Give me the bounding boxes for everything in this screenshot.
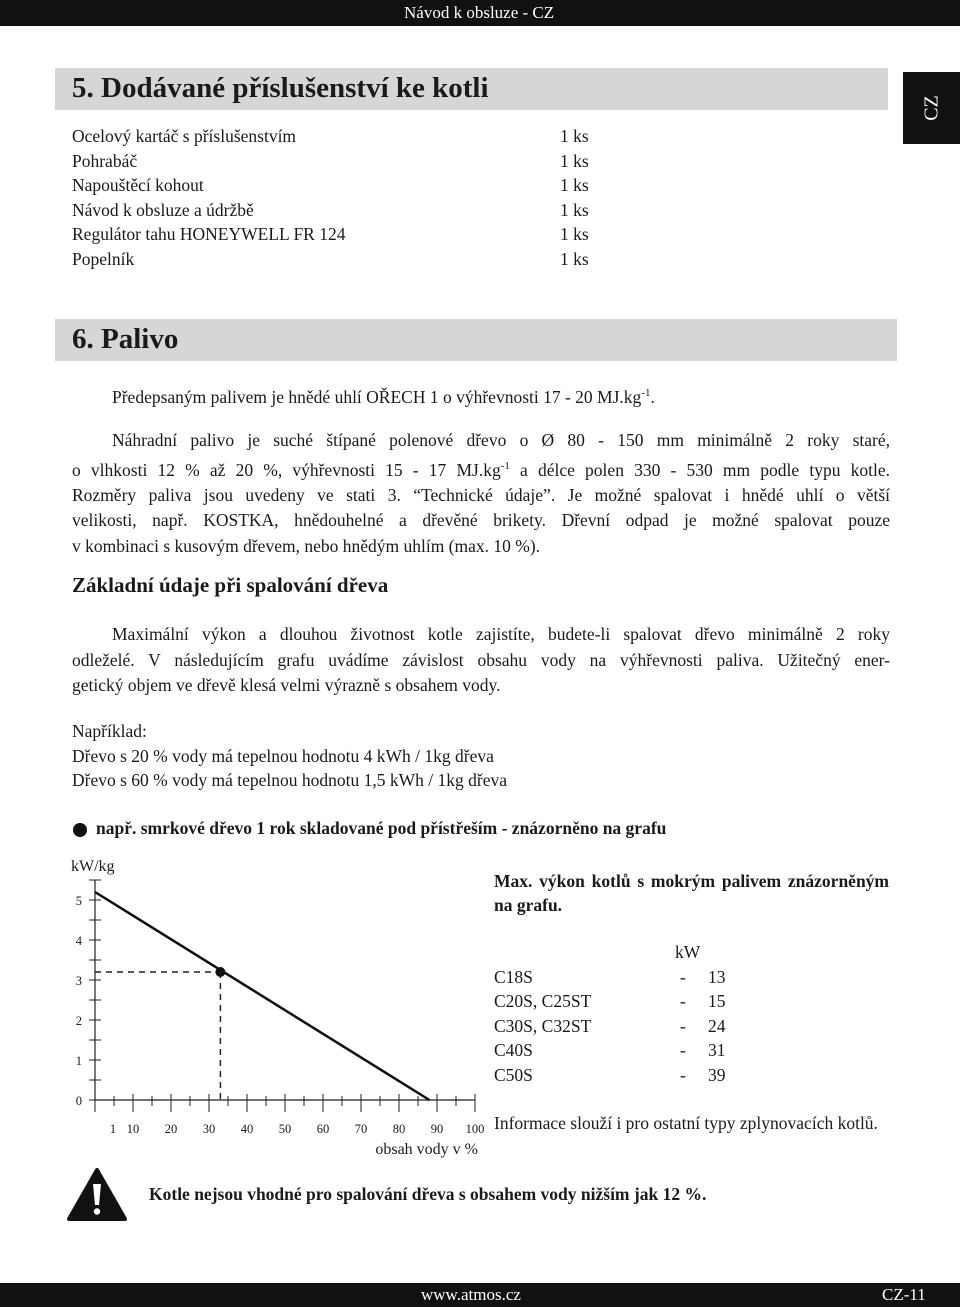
fuel-primary-text: Předepsaným palivem je hnědé uhlí OŘECH 1 o výhřevnosti 17 - 20 MJ.kg (112, 386, 642, 407)
fuel-alt-line: Rozměry paliva jsou uvedeny ve stati 3. “Technické údaje”. Je možné spalovat i hnědé uhlí o větší (72, 484, 890, 505)
y-tick-label: 3 (75, 974, 82, 988)
warning-text: Kotle nejsou vhodné pro spalování dřeva s obsahem vody nižším jak 12 %. (149, 1184, 707, 1204)
list-item (72, 124, 592, 149)
list-item (72, 173, 592, 198)
bullet-text: např. smrkové dřevo 1 rok skladované pod přístřeším - znázorněno na grafu (96, 818, 667, 838)
dash-cell: - (680, 1064, 686, 1085)
list-item (72, 222, 592, 247)
kw-cell: 24 (708, 1015, 726, 1036)
fuel-alt-text: o vlhkosti 12 % až 20 %, výhřevnosti 15 - 17 MJ.kg (72, 459, 501, 480)
model-cell: C20S, C25ST (494, 991, 592, 1011)
fuel-primary-end: . (650, 386, 655, 407)
x-tick-label: 60 (316, 1122, 330, 1136)
section5-heading-bar (55, 68, 888, 110)
model-cell: C50S (494, 1064, 533, 1085)
footer-url[interactable]: www.atmos.cz (421, 1285, 521, 1304)
table-row (494, 1014, 734, 1039)
fuel-alt-line (72, 454, 890, 483)
section6-heading-bar (55, 319, 897, 361)
kw-cell: 31 (708, 1040, 726, 1060)
series-line (95, 892, 429, 1100)
power-unit: kW (675, 942, 701, 962)
power-table-header (494, 940, 734, 965)
header-title: Návod k obsluze - CZ (404, 3, 555, 22)
y-tick-label: 4 (75, 934, 82, 948)
dash-cell: - (680, 1015, 686, 1036)
footer-bar (0, 1283, 960, 1307)
x-tick-label: 20 (164, 1122, 178, 1136)
list-item (72, 149, 592, 174)
table-row (494, 965, 734, 990)
accessory-list (72, 124, 592, 271)
language-tab-label: CZ (920, 95, 942, 121)
item-qty: 1 ks (560, 150, 589, 171)
table-row (494, 1038, 734, 1063)
dash-cell: - (680, 1040, 686, 1060)
item-name: Pohrabáč (72, 150, 138, 171)
example-line: Dřevo s 20 % vody má tepelnou hodnotu 4 kWh / 1kg dřeva (72, 745, 494, 766)
moisture-chart (60, 850, 490, 1160)
table-row (494, 989, 734, 1014)
power-heading: Max. výkon kotlů s mokrým palivem znázorněným na grafu. (494, 871, 889, 915)
item-qty: 1 ks (560, 224, 589, 244)
item-name: Návod k obsluze a údržbě (72, 199, 254, 220)
y-tick-label: 1 (75, 1054, 82, 1068)
item-qty: 1 ks (560, 126, 589, 146)
section5-title: 5. Dodávané příslušenství ke kotli (72, 72, 489, 104)
item-qty: 1 ks (560, 199, 589, 220)
fuel-alternative (72, 428, 890, 559)
item-name: Ocelový kartáč s příslušenstvím (72, 126, 297, 146)
warning-icon (66, 1167, 128, 1223)
item-qty: 1 ks (560, 175, 589, 195)
y-ticks (76, 880, 101, 1108)
wood-line: odleželé. V následujícím grafu uvádíme závislost obsahu vody na výhřevnosti paliva. Užitečný ener- (72, 649, 890, 670)
y-tick-label: 5 (75, 894, 82, 908)
section6-title: 6. Palivo (72, 323, 179, 355)
x-tick-label: 80 (392, 1122, 406, 1136)
fuel-alt-text: a délce polen 330 - 530 mm podle typu kotle. (509, 459, 890, 480)
bullet-icon (73, 823, 87, 837)
kw-cell: 13 (708, 966, 726, 987)
power-note: Informace slouží i pro ostatní typy zplynovacích kotlů. (494, 1113, 878, 1133)
y-tick-label: 2 (75, 1014, 82, 1028)
wood-line: getický objem ve dřevě klesá velmi výrazně s obsahem vody. (72, 675, 501, 695)
x-tick-label: 100 (465, 1122, 485, 1136)
wood-paragraph (72, 622, 890, 699)
y-tick-label: 0 (75, 1094, 82, 1108)
kw-cell: 39 (708, 1064, 726, 1085)
item-name: Napouštěcí kohout (72, 175, 204, 195)
model-cell: C18S (494, 966, 533, 987)
power-table (494, 940, 734, 1087)
x-tick-label: 10 (126, 1122, 140, 1136)
x-tick-label: 1 (109, 1122, 117, 1136)
data-point-marker (215, 967, 225, 977)
x-tick-label: 50 (278, 1122, 292, 1136)
dash-cell: - (680, 966, 686, 987)
header-bar (0, 0, 960, 26)
wood-line: Maximální výkon a dlouhou životnost kotle zajistíte, budete-li spalovat dřevo minimálně 2 roky (112, 624, 890, 644)
list-item (72, 198, 592, 223)
x-tick-label: 70 (354, 1122, 368, 1136)
fuel-alt-line: Náhradní palivo je suché štípané polenové dřevo o Ø 80 - 150 mm minimálně 2 roky staré, (112, 430, 890, 450)
fuel-alt-line: v kombinaci s kusovým dřevem, nebo hnědým uhlím (max. 10 %). (72, 535, 541, 556)
page-number: CZ-11 (882, 1285, 926, 1304)
chart-xlabel: obsah vody v % (375, 1141, 478, 1158)
example-line: Dřevo s 60 % vody má tepelnou hodnotu 1,5 kWh / 1kg dřeva (72, 770, 507, 790)
fuel-primary (112, 381, 902, 409)
x-tick-label: 30 (202, 1122, 216, 1136)
item-name: Popelník (72, 248, 135, 269)
chart-ylabel: kW/kg (71, 858, 115, 875)
table-row (494, 1063, 734, 1088)
item-name: Regulátor tahu HONEYWELL FR 124 (72, 224, 346, 244)
fuel-alt-line: velikosti, např. KOSTKA, hnědouhelné a dřevěné brikety. Dřevní odpad je možné spalovat pouze (72, 510, 890, 531)
model-cell: C30S, C32ST (494, 1015, 592, 1036)
language-tab (903, 72, 960, 144)
dash-cell: - (680, 991, 686, 1011)
wood-section-title: Základní údaje při spalování dřeva (72, 573, 389, 597)
model-cell: C40S (494, 1040, 533, 1060)
item-qty: 1 ks (560, 248, 589, 269)
x-tick-label: 90 (430, 1122, 444, 1136)
list-item (72, 247, 592, 272)
fuel-alt-sup: -1 (500, 459, 510, 472)
example-label: Například: (72, 721, 147, 741)
x-tick-label: 40 (240, 1122, 254, 1136)
fuel-primary-unit-sup: -1 (641, 387, 651, 399)
kw-cell: 15 (708, 991, 726, 1011)
example-block (72, 719, 507, 793)
